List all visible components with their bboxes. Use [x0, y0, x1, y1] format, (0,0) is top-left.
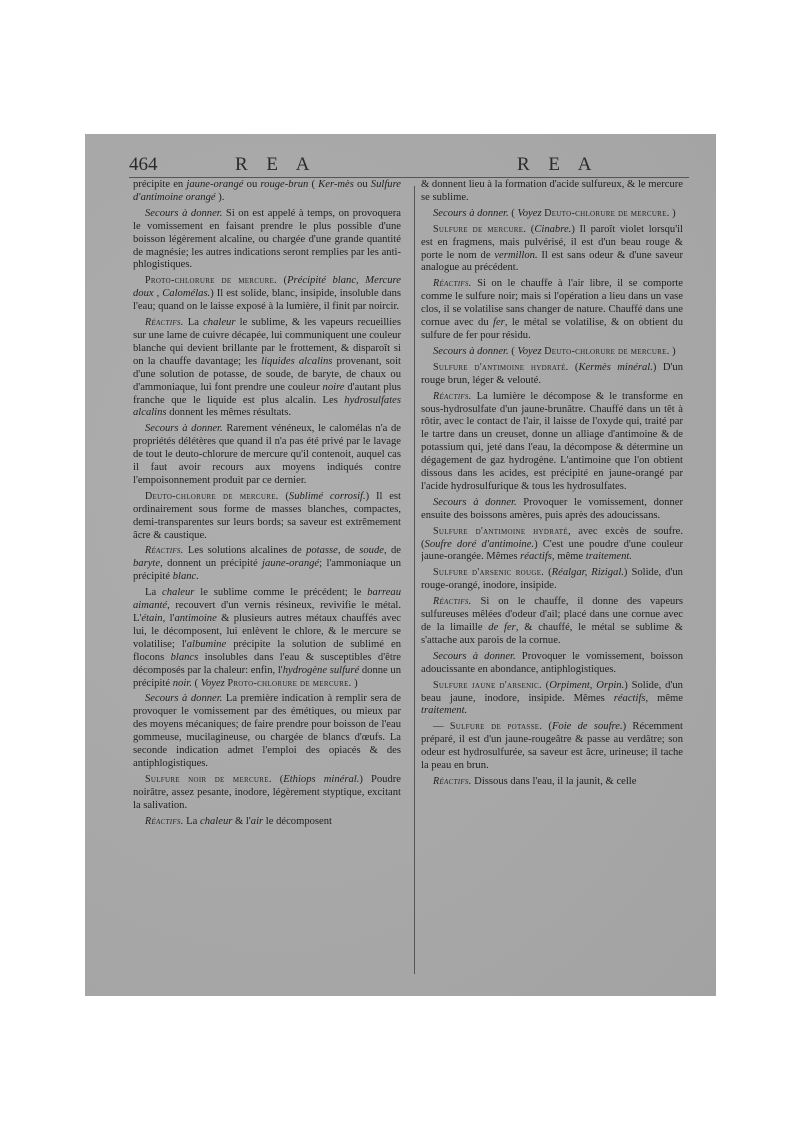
text-run: , & chauffé, le métal se sublime & s'attache aux parois de la cornue. [421, 622, 683, 646]
paragraph [421, 567, 683, 593]
text-run: ; l'ammoniaque un précipité [133, 558, 401, 583]
text-run: réactifs [613, 692, 646, 704]
text-run: Sulfure d'antimoine hydraté [433, 525, 568, 537]
text-run: , même [551, 551, 586, 563]
text-run: ou [243, 179, 261, 190]
text-run: Voyez [517, 207, 542, 219]
paragraph [133, 491, 401, 543]
text-run: & l' [232, 815, 251, 827]
paragraph [421, 179, 683, 205]
text-run: rouge-brun [260, 179, 309, 190]
text-run: Secours à donner. [145, 207, 223, 219]
text-run: Proto-chlorure de mercure. [145, 275, 277, 287]
text-run: le décomposent [263, 815, 332, 827]
text-run: Secours à donner. [145, 423, 223, 435]
text-run: La première indication à remplir sera de provoquer le vomissement par des émétiques, ou mieux par des moyens mécaniques; de faire prendre pour boisson de l'eau gommeuse, mucilagineuse, ou chargée de blancs d'œufs. La seconde indication admet l'emploi des opiacés & des antiphlogistiques. [133, 693, 401, 769]
text-run: Secours à donner. [433, 650, 516, 662]
text-run: hydrosulfates alcalins [133, 394, 401, 419]
text-run: Réactifs. [145, 317, 184, 329]
text-run: albumine [186, 638, 227, 650]
text-run: ) Solide, d'un beau jaune, inodore, insipide. Mêmes [421, 679, 683, 704]
text-run: & donnent lieu à la formation d'acide sulfureux, & le mercure se sublime. [421, 179, 683, 203]
text-run: , recouvert d'un vernis résineux, revivifie le métal. L' [133, 600, 401, 624]
text-run: ( [508, 345, 518, 357]
scanned-page [85, 134, 716, 996]
text-run: ) D'un rouge brun, léger & velouté. [421, 361, 683, 386]
page-number: 464 [129, 154, 158, 175]
text-run: Il est sans odeur & d'une saveur analogue au précédent. [421, 249, 683, 274]
paragraph [421, 721, 683, 773]
text-run: — [433, 721, 450, 733]
text-run: noire [322, 381, 345, 393]
paragraph [421, 208, 683, 221]
text-run: blanc. [172, 571, 199, 583]
text-run: Kermès minéral. [578, 361, 653, 373]
text-run: , le métal se volatilise, & on obtient du sulfure de fer pour résidu. [421, 317, 683, 341]
text-run: ). [215, 191, 225, 203]
text-run: liquides alcalins [261, 355, 333, 367]
text-run: Réalgar, Rizigal. [551, 567, 624, 579]
text-run: air [250, 815, 264, 827]
text-run: étain [141, 613, 163, 624]
text-run: blancs [170, 651, 199, 663]
text-run: La [145, 587, 163, 599]
text-run: Si on est appelé à temps, on provoquera le vomissement en faisant prendre le plus possible d'une boisson légèrement alcaline, ou chargée d'une grande quantité de magnésie; les autres indications seront remplies par les anti-phlogistiques. [133, 207, 401, 271]
text-run: Orpiment, Orpin. [549, 679, 625, 691]
text-run: , même [645, 692, 683, 704]
text-run: ) Il est ordinairement sous forme de masses blanches, compactes, demi-transparentes sur leurs bords; sa saveur est extrêmement âcre & caustique. [133, 490, 401, 541]
paragraph [421, 680, 683, 719]
text-run: Voyez [517, 345, 542, 357]
text-run: ) C'est une poudre d'une couleur jaune-orangée. Mêmes [421, 538, 683, 563]
text-run: Sublimé corrosif. [288, 490, 366, 502]
text-run: chaleur [200, 815, 233, 827]
text-run: Provoquer le vomissement, boisson adoucissante en abondance, antiphlogistiques. [421, 650, 683, 675]
left-column [133, 179, 401, 979]
text-run: ( [544, 567, 552, 579]
text-run: ( [568, 361, 579, 373]
text-run: ( [191, 677, 201, 689]
paragraph [133, 179, 401, 205]
text-run: Soufre doré d'antimoine. [424, 538, 535, 550]
text-run: ) Il est solide, blanc, insipide, insoluble dans l'eau; quand on le laisse exposé à la lumière, il finit par noircir. [133, 288, 401, 313]
text-run: ) Il paroît violet lorsqu'il est en fragmens, mais pulvérisé, il est d'un beau rouge & porte le nom de [421, 223, 683, 261]
text-run: Sulfure d'arsenic rouge. [433, 567, 545, 579]
column-divider [414, 186, 415, 974]
text-run: ) [669, 207, 676, 219]
paragraph [133, 693, 401, 770]
text-run: potasse [306, 545, 338, 557]
text-run: d'autant plus franche que le liquide est plus alcalin. Les [133, 381, 401, 406]
text-run: La [183, 317, 204, 329]
text-run: jaune-orangé [262, 558, 320, 570]
text-run: Secours à donner. [433, 207, 509, 219]
text-run: & plusieurs autres métaux chauffés avec lui, le décomposent, lui enlèvent le chlore, & le mercure se volatilise; l' [133, 613, 401, 650]
paragraph [421, 362, 683, 388]
text-run: antimoine [174, 613, 217, 624]
paragraph [133, 545, 401, 584]
text-run: , donnent un précipité [160, 558, 263, 570]
text-run: ( [278, 490, 289, 502]
text-run: jaune-orangé [186, 179, 244, 190]
text-run: réactifs [520, 551, 552, 563]
text-run: Proto-chlorure de mercure. [227, 677, 352, 689]
text-run: Sulfure noir de mercure. [145, 773, 272, 785]
paragraph [421, 596, 683, 648]
text-run: précipite la solution de sublimé en flocons [133, 638, 401, 663]
text-run: Si on le chauffe, il donne des vapeurs sulfureuses mêlées d'odeur d'ail; placé dans une cornue avec de la limaille [421, 596, 683, 633]
text-run: provenant, soit d'une solution de potasse, de soude, de baryte, de chaux ou d'ammoniaque, lui font prendre une couleur [133, 355, 401, 393]
paragraph [421, 651, 683, 677]
text-run: , de [337, 545, 360, 557]
text-run: ( [271, 773, 284, 785]
text-run: Réactifs. [433, 775, 472, 787]
text-run: fer [493, 317, 505, 329]
text-run: donnent les mêmes résultats. [166, 407, 291, 419]
text-run: Précipité blanc, Mercure doux , Calomélas. [133, 275, 401, 300]
text-run: Réactifs. [433, 390, 472, 402]
text-run: Foie de soufre. [551, 721, 623, 733]
text-run: Secours à donner. [433, 345, 509, 357]
text-run: ) [351, 677, 358, 689]
text-run: ou [353, 179, 371, 190]
paragraph [133, 774, 401, 813]
paragraph [421, 497, 683, 523]
paragraph [133, 423, 401, 488]
running-head-left: R E A [235, 154, 317, 175]
text-run: traitement. [585, 551, 632, 563]
text-run: Deuto-chlorure de mercure. [145, 490, 279, 502]
text-run: ) Récemment préparé, il est d'un jaune-rougeâtre & passe au verdâtre; son odeur est hydrosulfurée, sa saveur est âcre, urineuse; il tache la peau en brun. [421, 721, 683, 772]
paragraph [421, 776, 683, 789]
text-run: ( [308, 179, 319, 190]
text-run: Deuto-chlorure de mercure. [544, 207, 670, 219]
text-run: ) Solide, d'un rouge-orangé, inodore, insipide. [421, 567, 683, 592]
text-run: Sulfure jaune d'arsenic. [433, 679, 542, 691]
text-run: Ethiops minéral. [283, 773, 360, 785]
text-run: Réactifs. [145, 545, 184, 557]
text-run: hydrogène sulfuré [282, 664, 360, 676]
text-run: Si on le chauffe à l'air libre, il se comporte comme le sulfure noir; mais si l'opération a lieu dans un vase clos, il se volatilise sans changer de nature. Chauffé dans une cornue avec du [421, 278, 683, 329]
text-run: Sulfure de mercure. [433, 223, 527, 235]
text-run: , de [383, 545, 401, 557]
paragraph [133, 208, 401, 273]
text-run: baryte [133, 558, 161, 570]
running-head-right: R E A [517, 154, 599, 175]
text-run: Ker-mès [318, 179, 354, 190]
right-column [421, 179, 683, 979]
text-run: La [183, 815, 201, 827]
text-run: précipite en [133, 179, 187, 190]
paragraph [133, 275, 401, 314]
text-run: donne un précipité [133, 664, 401, 689]
text-run: Cinabre. [534, 223, 572, 235]
text-run: , avec excès de soufre. ( [421, 525, 683, 550]
text-run: de fer [488, 622, 516, 633]
paragraph [421, 526, 683, 565]
paragraph [421, 224, 683, 276]
text-run: ( [541, 679, 550, 691]
text-run: Voyez [200, 677, 225, 689]
text-run: le sublime, & les vapeurs recueillies sur une lame de cuivre décapée, lui communiquent une couleur blanche qui devient brillante par le frottement, & disparoît si on la chauffe davantage; les [133, 317, 401, 367]
text-run: Deuto-chlorure de mercure. [544, 345, 670, 357]
text-run: ) Poudre noirâtre, assez pesante, inodore, légèrement styptique, excitant la salivation. [133, 773, 401, 811]
text-run: vermillon. [494, 249, 538, 261]
text-run: Secours à donner. [433, 496, 517, 508]
text-run: , l' [162, 613, 175, 624]
text-run: barreau aimanté [133, 587, 401, 612]
text-run: Rarement vénéneux, le calomélas n'a de propriétés délétères que quand il n'a pas été privé par le lavage de tout le deuto-chlorure de mercure qu'il contenoit, auquel cas il faut avoir recours aux moyens indiqués contre l'empoisonnement produit par ce dernier. [133, 423, 401, 486]
text-run: Secours à donner. [145, 693, 223, 705]
text-run: noir. [172, 677, 192, 689]
text-run: ( [526, 223, 535, 235]
text-run: Réactifs. [433, 596, 472, 608]
text-run: ( [276, 275, 288, 287]
text-run: Réactifs. [145, 815, 184, 827]
text-run: Provoquer le vomissement, donner ensuite des boissons amères, puis après des adoucissans. [421, 496, 683, 521]
text-run: Réactifs. [433, 278, 472, 290]
text-run: Sulfure de potasse. [449, 721, 543, 733]
text-run: chaleur [203, 317, 236, 329]
text-run: soude [359, 545, 384, 557]
text-run: Les solutions alcalines de [183, 545, 307, 557]
paragraph [421, 391, 683, 494]
paragraph [133, 317, 401, 420]
text-run: La lumière le décompose & le transforme en sous-hydrosulfate d'un jaune-brunâtre. Chauffé dans un têt à rôtir, avec le contact de l'air, il laisse de l'oxyde qui, traité par le tartre dans un creuset, donne un alliage d'antimoine & de potassium qui, jeté dans l'eau, la décompose & détermine un dégagement de gaz hydrogène. L'antimoine que l'on obtient dissous dans les acides, est précipité en jaune-orangé par l'acide hydrosulfurique & tous les hydrosulfates. [421, 390, 683, 492]
text-run: Dissous dans l'eau, il la jaunit, & celle [471, 775, 637, 787]
paragraph [421, 346, 683, 359]
paragraph [133, 587, 401, 690]
text-run: chaleur [162, 587, 195, 599]
text-run: le sublime comme le précédent; le [194, 587, 368, 599]
text-run: Sulfure d'antimoine orangé [133, 179, 401, 203]
text-run: ( [508, 207, 518, 219]
text-run: ) [669, 345, 676, 357]
text-run: ( [542, 721, 552, 733]
text-run: insolubles dans l'eau & susceptibles d'être décomposés par la chaleur: enfin, l' [133, 651, 401, 676]
paragraph [133, 816, 401, 829]
text-run: traitement. [421, 705, 468, 717]
text-run: Sulfure d'antimoine hydraté. [433, 361, 569, 373]
header-rule [129, 177, 689, 178]
paragraph [421, 278, 683, 343]
